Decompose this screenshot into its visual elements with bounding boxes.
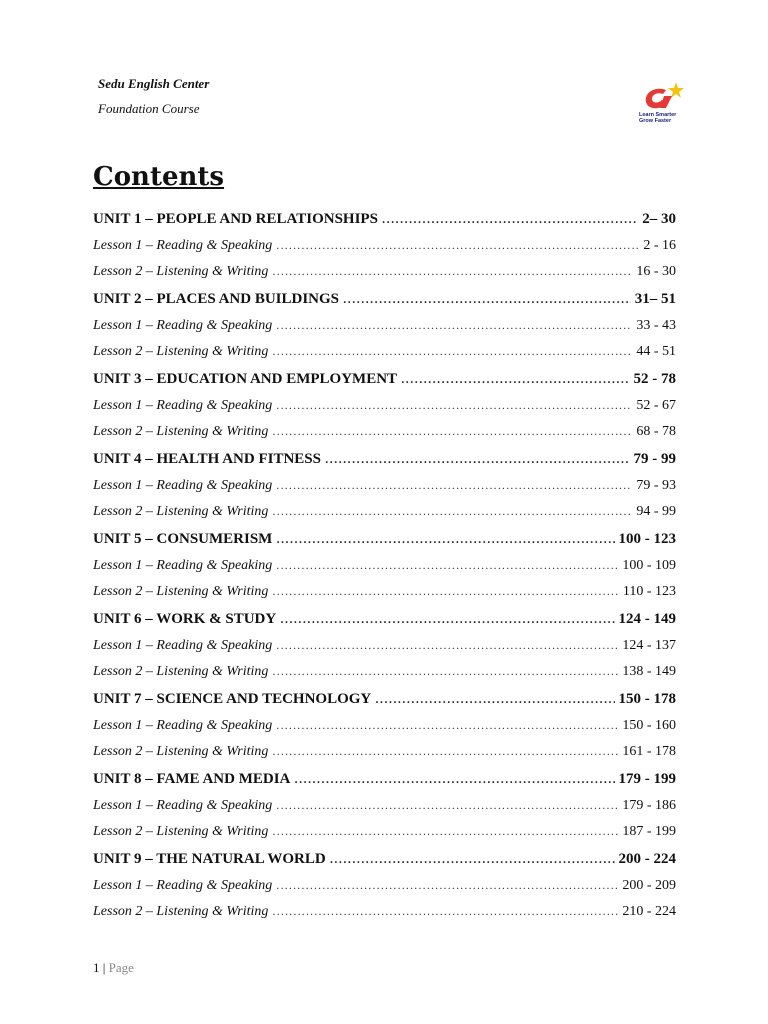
- unit-title: UNIT 1 – PEOPLE AND RELATIONSHIPS: [93, 211, 378, 227]
- lesson-pages: 68 - 78: [636, 424, 676, 439]
- toc-lesson-row: [93, 579, 676, 605]
- lesson-pages: 2 - 16: [643, 238, 676, 253]
- leader-dots: [276, 527, 614, 553]
- leader-dots: [276, 634, 618, 659]
- unit-pages: 52 - 78: [633, 371, 676, 387]
- toc-lesson-row: [93, 739, 676, 765]
- leader-dots: [272, 340, 632, 365]
- school-logo: [636, 80, 688, 124]
- lesson-pages: 161 - 178: [622, 744, 676, 759]
- toc-unit-row: [93, 286, 676, 313]
- unit-title: UNIT 7 – SCIENCE AND TECHNOLOGY: [93, 691, 372, 707]
- lesson-title: Lesson 1 – Reading & Speaking: [93, 558, 273, 573]
- leader-dots: [375, 687, 614, 713]
- lesson-pages: 52 - 67: [636, 398, 676, 413]
- leader-dots: [272, 260, 632, 285]
- leader-dots: [294, 767, 614, 793]
- lesson-title: Lesson 2 – Listening & Writing: [93, 824, 269, 839]
- toc-unit-row: [93, 766, 676, 793]
- toc-unit-row: [93, 606, 676, 633]
- leader-dots: [276, 874, 618, 899]
- leader-dots: [272, 660, 618, 685]
- footer-separator: |: [102, 960, 106, 975]
- unit-title: UNIT 5 – CONSUMERISM: [93, 531, 273, 547]
- lesson-pages: 138 - 149: [622, 664, 676, 679]
- leader-dots: [276, 794, 618, 819]
- toc-lesson-row: [93, 659, 676, 685]
- unit-pages: 31– 51: [634, 291, 676, 307]
- leader-dots: [343, 287, 631, 313]
- unit-pages: 2– 30: [642, 211, 676, 227]
- toc-lesson-row: [93, 899, 676, 925]
- toc-lesson-row: [93, 233, 676, 259]
- lesson-title: Lesson 1 – Reading & Speaking: [93, 238, 273, 253]
- lesson-title: Lesson 2 – Listening & Writing: [93, 744, 269, 759]
- lesson-title: Lesson 2 – Listening & Writing: [93, 344, 269, 359]
- lesson-pages: 44 - 51: [636, 344, 676, 359]
- toc-lesson-row: [93, 793, 676, 819]
- leader-dots: [276, 714, 618, 739]
- toc-lesson-row: [93, 873, 676, 899]
- lesson-title: Lesson 2 – Listening & Writing: [93, 664, 269, 679]
- leader-dots: [276, 554, 618, 579]
- logo-star-icon: [668, 82, 684, 98]
- toc-lesson-row: [93, 313, 676, 339]
- unit-title: UNIT 3 – EDUCATION AND EMPLOYMENT: [93, 371, 398, 387]
- lesson-title: Lesson 1 – Reading & Speaking: [93, 798, 273, 813]
- page-number: 1: [93, 960, 100, 975]
- lesson-title: Lesson 1 – Reading & Speaking: [93, 478, 273, 493]
- unit-pages: 150 - 178: [618, 691, 676, 707]
- leader-dots: [330, 847, 615, 873]
- page-title: Contents: [93, 162, 225, 192]
- toc-unit-row: [93, 526, 676, 553]
- leader-dots: [325, 447, 630, 473]
- lesson-title: Lesson 2 – Listening & Writing: [93, 264, 269, 279]
- unit-title: UNIT 6 – WORK & STUDY: [93, 611, 277, 627]
- toc-unit-row: [93, 206, 676, 233]
- unit-title: UNIT 2 – PLACES AND BUILDINGS: [93, 291, 340, 307]
- toc-unit-row: [93, 846, 676, 873]
- lesson-title: Lesson 1 – Reading & Speaking: [93, 718, 273, 733]
- leader-dots: [401, 367, 629, 393]
- leader-dots: [276, 394, 632, 419]
- unit-pages: 79 - 99: [633, 451, 676, 467]
- unit-pages: 179 - 199: [618, 771, 676, 787]
- leader-dots: [276, 314, 632, 339]
- lesson-pages: 187 - 199: [622, 824, 676, 839]
- unit-title: UNIT 9 – THE NATURAL WORLD: [93, 851, 326, 867]
- leader-dots: [272, 900, 618, 925]
- unit-title: UNIT 8 – FAME AND MEDIA: [93, 771, 291, 787]
- toc-unit-row: [93, 446, 676, 473]
- lesson-title: Lesson 2 – Listening & Writing: [93, 504, 269, 519]
- lesson-title: Lesson 1 – Reading & Speaking: [93, 398, 273, 413]
- lesson-pages: 124 - 137: [622, 638, 676, 653]
- leader-dots: [280, 607, 614, 633]
- leader-dots: [276, 474, 632, 499]
- toc-lesson-row: [93, 713, 676, 739]
- lesson-pages: 100 - 109: [622, 558, 676, 573]
- toc-lesson-row: [93, 633, 676, 659]
- unit-pages: 124 - 149: [618, 611, 676, 627]
- lesson-title: Lesson 1 – Reading & Speaking: [93, 638, 273, 653]
- toc-unit-row: [93, 366, 676, 393]
- lesson-pages: 94 - 99: [636, 504, 676, 519]
- lesson-pages: 33 - 43: [636, 318, 676, 333]
- page-footer: [93, 960, 134, 976]
- toc-lesson-row: [93, 473, 676, 499]
- leader-dots: [276, 234, 639, 259]
- lesson-title: Lesson 2 – Listening & Writing: [93, 424, 269, 439]
- lesson-title: Lesson 1 – Reading & Speaking: [93, 318, 273, 333]
- toc-lesson-row: [93, 553, 676, 579]
- toc-unit-row: [93, 686, 676, 713]
- lesson-title: Lesson 1 – Reading & Speaking: [93, 878, 273, 893]
- lesson-pages: 210 - 224: [622, 904, 676, 919]
- toc-lesson-row: [93, 499, 676, 525]
- leader-dots: [272, 420, 632, 445]
- leader-dots: [272, 820, 618, 845]
- lesson-pages: 179 - 186: [622, 798, 676, 813]
- unit-pages: 100 - 123: [618, 531, 676, 547]
- svg-text:Grow Faster: Grow Faster: [639, 118, 672, 124]
- lesson-pages: 150 - 160: [622, 718, 676, 733]
- table-of-contents: [93, 205, 676, 925]
- svg-text:Learn Smarter: Learn Smarter: [639, 112, 677, 118]
- course-name: Foundation Course: [98, 101, 200, 116]
- leader-dots: [272, 740, 618, 765]
- school-name: Sedu English Center: [98, 76, 210, 91]
- toc-lesson-row: [93, 339, 676, 365]
- lesson-pages: 79 - 93: [636, 478, 676, 493]
- unit-title: UNIT 4 – HEALTH AND FITNESS: [93, 451, 321, 467]
- lesson-pages: 110 - 123: [622, 584, 676, 599]
- lesson-pages: 16 - 30: [636, 264, 676, 279]
- leader-dots: [272, 580, 618, 605]
- page-label: Page: [108, 960, 134, 975]
- lesson-title: Lesson 2 – Listening & Writing: [93, 904, 269, 919]
- toc-lesson-row: [93, 419, 676, 445]
- toc-lesson-row: [93, 393, 676, 419]
- toc-lesson-row: [93, 259, 676, 285]
- lesson-pages: 200 - 209: [622, 878, 676, 893]
- lesson-title: Lesson 2 – Listening & Writing: [93, 584, 269, 599]
- unit-pages: 200 - 224: [618, 851, 676, 867]
- leader-dots: [382, 207, 638, 233]
- leader-dots: [272, 500, 632, 525]
- toc-lesson-row: [93, 819, 676, 845]
